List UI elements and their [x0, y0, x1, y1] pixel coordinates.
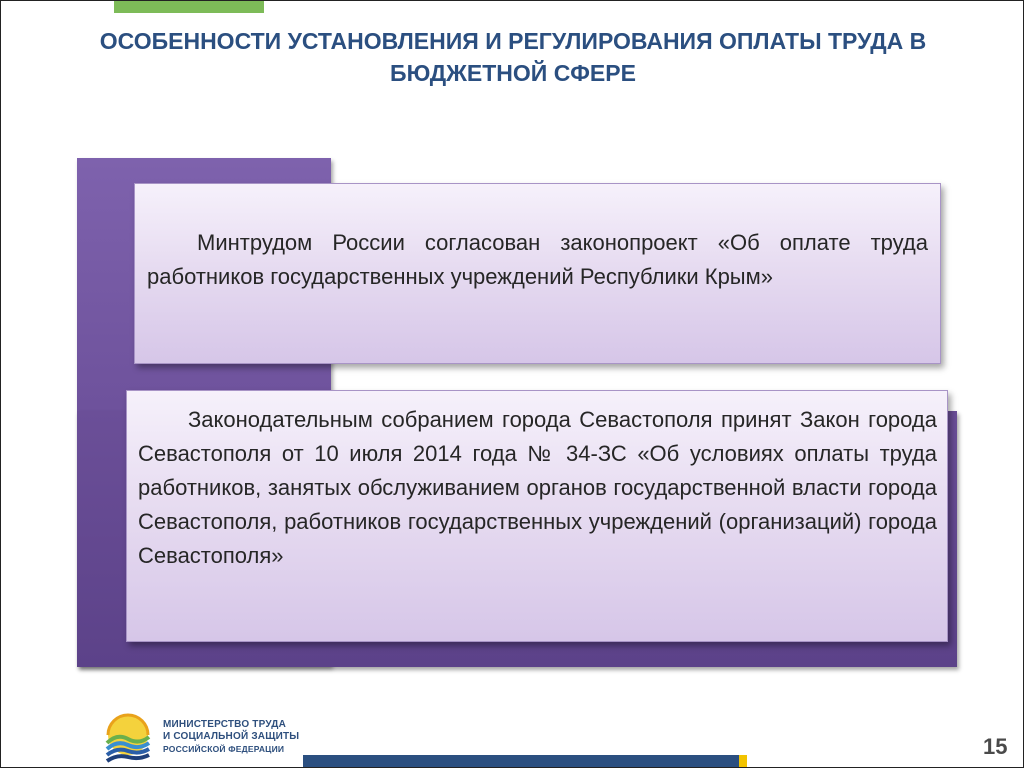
- footer-bar-end: [739, 755, 747, 768]
- page-number: 15: [983, 734, 1008, 759]
- slide-title: ОСОБЕННОСТИ УСТАНОВЛЕНИЯ И РЕГУЛИРОВАНИЯ ОПЛАТЫ ТРУДА В БЮДЖЕТНОЙ СФЕРЕ: [99, 28, 927, 86]
- ministry-name-line3: РОССИЙСКОЙ ФЕДЕРАЦИИ: [163, 744, 285, 754]
- text-box-first: [134, 183, 941, 364]
- text-box-first-content: Минтрудом России согласован законопроект «Об оплате труда работников государственных учреждений Республики Крым»: [147, 230, 928, 289]
- footer-bar: [303, 755, 743, 768]
- ministry-logo-icon: [105, 713, 151, 763]
- text-box-second: [126, 390, 948, 642]
- text-box-second-content: Законодательным собранием города Севастополя принят Закон города Севастополя от 10 июля 2014 года № 34-ЗС «Об условиях оплаты труда работников, занятых обслуживанием органов государственной власти города Севастополя, работников государственных учреждений (организаций) города Севастополя»: [138, 407, 937, 568]
- ministry-name: [163, 719, 299, 755]
- ministry-name-line1: МИНИСТЕРСТВО ТРУДА: [163, 719, 287, 730]
- ministry-name-line2: И СОЦИАЛЬНОЙ ЗАЩИТЫ: [163, 731, 300, 742]
- top-accent-bar: [114, 1, 264, 13]
